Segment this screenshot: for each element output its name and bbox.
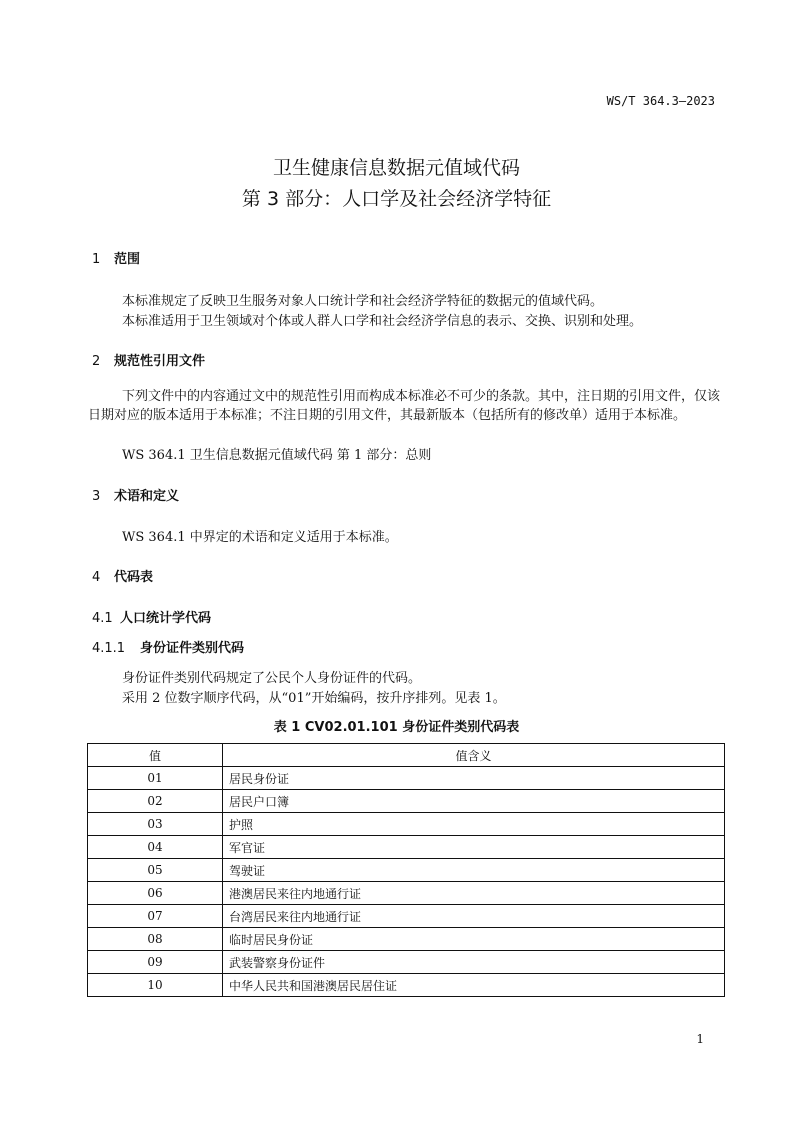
section-number: 4.1 [92,611,113,626]
code-value: 02 [88,790,223,813]
code-value: 10 [88,974,223,997]
standard-code: WS/T 364.3—2023 [606,94,715,108]
paragraph: 本标准规定了反映卫生服务对象人口统计学和社会经济学特征的数据元的值域代码。 [122,294,604,309]
code-meaning: 护照 [223,813,725,836]
code-value: 08 [88,928,223,951]
code-meaning: 港澳居民来往内地通行证 [223,882,725,905]
section-number: 1 [92,252,101,267]
section-title: 术语和定义 [114,489,180,504]
section-title: 范围 [114,252,141,267]
column-header-value: 值 [88,744,223,767]
table-row [88,905,725,928]
table-row [88,928,725,951]
table-row [88,813,725,836]
section-title: 身份证件类别代码 [140,641,245,656]
paragraph: 采用 2 位数字顺序代码，从“01”开始编码，按升序排列。见表 1。 [122,691,506,706]
section-title: 代码表 [114,570,154,585]
section-number: 4 [92,570,101,585]
table-row [88,790,725,813]
table-row [88,974,725,997]
table-row [88,859,725,882]
document-title: 卫生健康信息数据元值域代码 [272,157,520,179]
code-value: 06 [88,882,223,905]
section-4-1-heading [92,607,211,626]
section-title: 规范性引用文件 [114,354,206,369]
page-number: 1 [696,1032,704,1046]
section-3-heading [92,485,179,504]
document-subtitle: 第 3 部分：人口学及社会经济学特征 [241,188,552,210]
paragraph: 下列文件中的内容通过文中的规范性引用而构成本标准必不可少的条款。其中，注日期的引用文件，仅该日期对应的版本适用于本标准；不注日期的引用文件，其最新版本（包括所有的修改单）适用于本标准。 [88,389,721,423]
paragraph: WS 364.1 中界定的术语和定义适用于本标准。 [122,530,398,545]
section-number: 3 [92,489,101,504]
section-4-1-1-heading [92,637,244,656]
code-meaning: 居民户口簿 [223,790,725,813]
section-number: 4.1.1 [92,641,126,656]
normative-reference: WS 364.1 卫生信息数据元值域代码 第 1 部分：总则 [122,448,432,463]
table-row [88,882,725,905]
paragraph: 身份证件类别代码规定了公民个人身份证件的代码。 [122,671,422,686]
column-header-meaning: 值含义 [223,744,725,767]
code-meaning: 中华人民共和国港澳居民居住证 [223,974,725,997]
code-value: 07 [88,905,223,928]
table-row [88,951,725,974]
code-meaning: 武装警察身份证件 [223,951,725,974]
code-value: 04 [88,836,223,859]
table-row [88,767,725,790]
section-title: 人口统计学代码 [120,611,212,626]
section-number: 2 [92,354,101,369]
section-4-heading [92,566,153,585]
code-table [87,743,725,997]
paragraph: 本标准适用于卫生领域对个体或人群人口学和社会经济学信息的表示、交换、识别和处理。 [122,314,643,329]
code-meaning: 居民身份证 [223,767,725,790]
section-1-heading [92,248,140,267]
code-value: 01 [88,767,223,790]
table-header-row [88,744,725,767]
code-meaning: 台湾居民来往内地通行证 [223,905,725,928]
section-2-heading [92,350,205,369]
code-meaning: 临时居民身份证 [223,928,725,951]
code-value: 09 [88,951,223,974]
code-meaning: 军官证 [223,836,725,859]
code-value: 03 [88,813,223,836]
table-caption: 表 1 CV02.01.101 身份证件类别代码表 [273,720,520,735]
code-meaning: 驾驶证 [223,859,725,882]
table-row [88,836,725,859]
code-value: 05 [88,859,223,882]
